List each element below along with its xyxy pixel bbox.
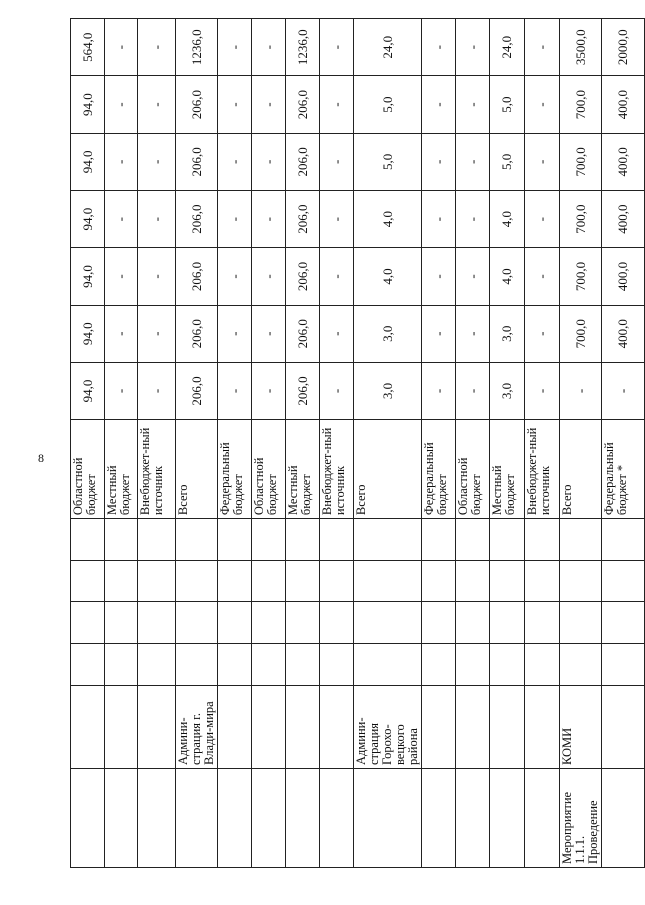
empty-cell [525,644,560,686]
empty-cell [525,519,560,561]
executor-cell [525,685,560,768]
empty-cell [490,519,525,561]
value-cell: - [252,19,286,76]
value-cell: 700,0 [560,191,602,248]
source-cell: Федеральный бюджет [422,420,456,519]
empty-cell [456,602,490,644]
value-cell: - [320,248,354,305]
value-cell: - [560,362,602,419]
value-cell: 700,0 [560,76,602,133]
table-row [456,19,490,868]
table-row [176,19,218,868]
empty-cell [422,519,456,561]
table-row [560,19,602,868]
value-cell: - [105,76,138,133]
empty-cell [490,602,525,644]
table-row [252,19,286,868]
value-cell: - [525,191,560,248]
value-cell: 3,0 [490,305,525,362]
value-cell: 5,0 [354,76,422,133]
source-cell: Областной бюджет [71,420,105,519]
value-cell: 3500,0 [560,19,602,76]
source-cell: Внебюджет-ный источник [320,420,354,519]
executor-cell: Админи-страция Горохо-вецкого района [354,685,422,768]
value-cell: 24,0 [354,19,422,76]
empty-cell [176,560,218,602]
value-cell: - [456,362,490,419]
empty-cell [320,519,354,561]
budget-table [70,18,645,868]
empty-cell [138,560,176,602]
value-cell: - [602,362,645,419]
value-cell: - [252,191,286,248]
event-cell [138,769,176,868]
value-cell: - [138,133,176,190]
value-cell: - [320,133,354,190]
empty-cell [71,519,105,561]
page-number: 8 [38,451,44,465]
empty-cell [560,644,602,686]
value-cell: - [105,362,138,419]
value-cell: 5,0 [354,133,422,190]
empty-cell [176,602,218,644]
value-cell: - [218,19,252,76]
value-cell: - [456,248,490,305]
value-cell: 400,0 [602,76,645,133]
empty-cell [286,602,320,644]
value-cell: - [138,362,176,419]
value-cell: - [525,133,560,190]
event-cell [354,769,422,868]
empty-cell [560,519,602,561]
value-cell: 94,0 [71,305,105,362]
value-cell: 400,0 [602,191,645,248]
source-cell: Областной бюджет [456,420,490,519]
table-row [105,19,138,868]
source-cell: Внебюджет-ный источник [525,420,560,519]
value-cell: 94,0 [71,133,105,190]
empty-cell [286,519,320,561]
empty-cell [176,519,218,561]
event-cell [105,769,138,868]
value-cell: - [105,19,138,76]
value-cell: - [422,191,456,248]
value-cell: 206,0 [286,76,320,133]
empty-cell [71,560,105,602]
value-cell: 206,0 [286,133,320,190]
value-cell: 4,0 [354,248,422,305]
empty-cell [176,644,218,686]
event-cell [218,769,252,868]
value-cell: - [456,305,490,362]
event-cell [422,769,456,868]
value-cell: - [422,305,456,362]
value-cell: - [456,19,490,76]
value-cell: - [525,19,560,76]
table-row [71,19,105,868]
value-cell: 4,0 [490,191,525,248]
value-cell: - [218,76,252,133]
source-cell: Всего [354,420,422,519]
empty-cell [218,602,252,644]
empty-cell [354,644,422,686]
value-cell: - [525,362,560,419]
value-cell: 206,0 [176,133,218,190]
value-cell: 4,0 [490,248,525,305]
source-cell: Федеральный бюджет * [602,420,645,519]
table-row [602,19,645,868]
empty-cell [105,519,138,561]
value-cell: 700,0 [560,305,602,362]
event-cell [320,769,354,868]
table-row [320,19,354,868]
value-cell: 206,0 [286,305,320,362]
value-cell: - [320,19,354,76]
empty-cell [218,519,252,561]
value-cell: - [320,362,354,419]
value-cell: - [422,76,456,133]
value-cell: 400,0 [602,133,645,190]
table-row [490,19,525,868]
empty-cell [525,560,560,602]
value-cell: 24,0 [490,19,525,76]
empty-cell [602,519,645,561]
empty-cell [138,602,176,644]
executor-cell: КОМИ [560,685,602,768]
source-cell: Областной бюджет [252,420,286,519]
executor-cell: Админи-страция г. Влади-мира [176,685,218,768]
value-cell: - [138,76,176,133]
value-cell: 94,0 [71,248,105,305]
table-row [138,19,176,868]
empty-cell [525,602,560,644]
empty-cell [422,560,456,602]
executor-cell [105,685,138,768]
value-cell: 564,0 [71,19,105,76]
value-cell: 2000,0 [602,19,645,76]
empty-cell [252,519,286,561]
table-body [71,19,645,868]
executor-cell [320,685,354,768]
empty-cell [105,560,138,602]
value-cell: 5,0 [490,133,525,190]
value-cell: - [422,248,456,305]
source-cell: Местный бюджет [490,420,525,519]
value-cell: - [218,305,252,362]
empty-cell [138,519,176,561]
value-cell: - [218,191,252,248]
value-cell: 4,0 [354,191,422,248]
table-row [286,19,320,868]
empty-cell [422,644,456,686]
value-cell: 3,0 [490,362,525,419]
value-cell: - [320,191,354,248]
event-cell [286,769,320,868]
value-cell: 206,0 [176,305,218,362]
event-cell [490,769,525,868]
rotated-table-container [70,0,630,868]
empty-cell [218,560,252,602]
empty-cell [354,560,422,602]
value-cell: 206,0 [176,191,218,248]
value-cell: - [252,133,286,190]
empty-cell [320,560,354,602]
value-cell: - [105,305,138,362]
value-cell: 206,0 [176,362,218,419]
empty-cell [218,644,252,686]
value-cell: - [456,191,490,248]
source-cell: Местный бюджет [286,420,320,519]
value-cell: - [105,248,138,305]
value-cell: - [422,19,456,76]
empty-cell [456,644,490,686]
value-cell: 94,0 [71,191,105,248]
table-row [354,19,422,868]
value-cell: 206,0 [176,76,218,133]
value-cell: - [218,248,252,305]
value-cell: - [422,133,456,190]
source-cell: Федеральный бюджет [218,420,252,519]
source-cell: Всего [560,420,602,519]
value-cell: 94,0 [71,76,105,133]
value-cell: 400,0 [602,248,645,305]
value-cell: 206,0 [286,362,320,419]
value-cell: - [252,248,286,305]
empty-cell [138,644,176,686]
executor-cell [602,685,645,768]
empty-cell [602,644,645,686]
value-cell: - [252,76,286,133]
value-cell: - [525,76,560,133]
value-cell: 206,0 [286,248,320,305]
empty-cell [320,602,354,644]
table-row [218,19,252,868]
empty-cell [602,602,645,644]
value-cell: - [138,19,176,76]
empty-cell [286,644,320,686]
value-cell: 700,0 [560,248,602,305]
empty-cell [422,602,456,644]
value-cell: - [525,248,560,305]
executor-cell [218,685,252,768]
source-cell: Внебюджет-ный источник [138,420,176,519]
value-cell: 400,0 [602,305,645,362]
value-cell: - [456,133,490,190]
value-cell: 206,0 [176,248,218,305]
value-cell: - [525,305,560,362]
executor-cell [286,685,320,768]
value-cell: 700,0 [560,133,602,190]
event-cell [252,769,286,868]
empty-cell [560,602,602,644]
value-cell: - [105,133,138,190]
value-cell: 5,0 [490,76,525,133]
value-cell: - [105,191,138,248]
value-cell: 3,0 [354,305,422,362]
empty-cell [456,519,490,561]
empty-cell [354,602,422,644]
empty-cell [354,519,422,561]
value-cell: - [218,133,252,190]
executor-cell [490,685,525,768]
event-cell: Мероприятие 1.1.1. Проведение [560,769,602,868]
value-cell: 94,0 [71,362,105,419]
empty-cell [252,644,286,686]
executor-cell [422,685,456,768]
empty-cell [252,560,286,602]
executor-cell [138,685,176,768]
budget-table-frame [70,18,630,868]
value-cell: - [320,76,354,133]
table-row [525,19,560,868]
empty-cell [320,644,354,686]
empty-cell [252,602,286,644]
empty-cell [602,560,645,602]
empty-cell [490,644,525,686]
empty-cell [560,560,602,602]
value-cell: - [320,305,354,362]
source-cell: Местный бюджет [105,420,138,519]
value-cell: 206,0 [286,191,320,248]
table-row [422,19,456,868]
event-cell [525,769,560,868]
empty-cell [71,602,105,644]
executor-cell [456,685,490,768]
value-cell: - [138,248,176,305]
event-cell [71,769,105,868]
source-cell: Всего [176,420,218,519]
event-cell [602,769,645,868]
value-cell: - [138,305,176,362]
executor-cell [252,685,286,768]
value-cell: - [218,362,252,419]
empty-cell [490,560,525,602]
value-cell: - [252,362,286,419]
empty-cell [456,560,490,602]
empty-cell [105,602,138,644]
empty-cell [105,644,138,686]
event-cell [456,769,490,868]
value-cell: - [422,362,456,419]
value-cell: - [138,191,176,248]
empty-cell [286,560,320,602]
value-cell: 1236,0 [286,19,320,76]
value-cell: - [456,76,490,133]
executor-cell [71,685,105,768]
event-cell [176,769,218,868]
value-cell: - [252,305,286,362]
value-cell: 3,0 [354,362,422,419]
value-cell: 1236,0 [176,19,218,76]
empty-cell [71,644,105,686]
